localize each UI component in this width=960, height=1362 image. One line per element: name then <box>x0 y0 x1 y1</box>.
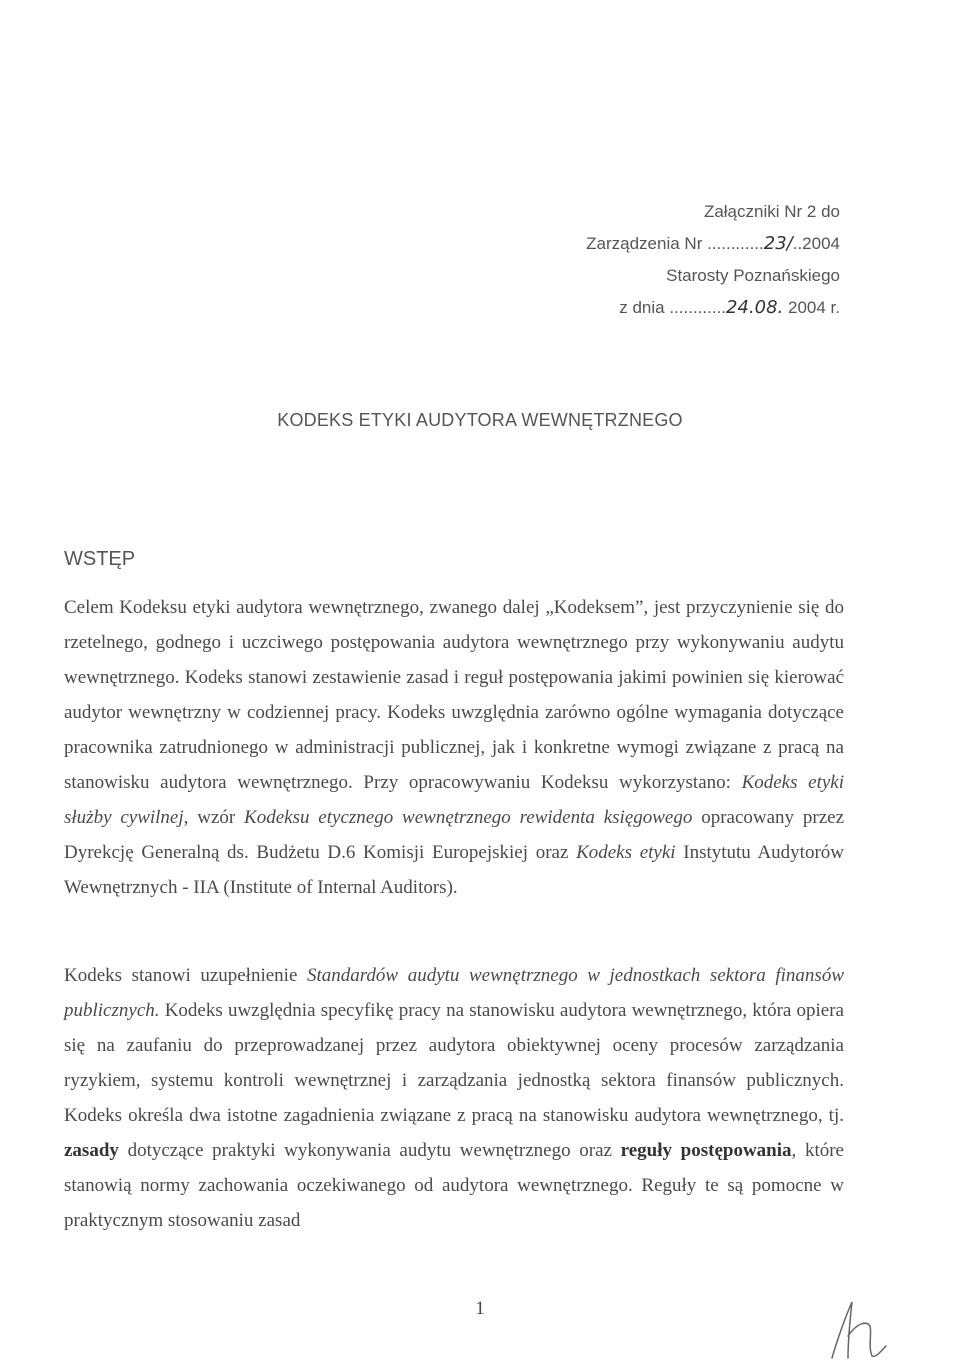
para1-text-4: Instytutu Audytorów Wewnętrznych - IIA (Institute of Internal Auditors). <box>64 842 844 898</box>
para2-text-4: , które stanowią normy zachowania oczekiwanego od audytora wewnętrznego. Reguły te są pomocne w praktycznym stosowaniu zasad <box>64 1140 844 1231</box>
para2-bold-reguly: reguły postępowania <box>620 1140 792 1161</box>
header-order-suffix: ..2004 <box>792 234 840 253</box>
paragraph-intro <box>64 590 844 905</box>
header-line-attachment: Załączniki Nr 2 do <box>703 202 840 221</box>
handwritten-order-number: 23/ <box>763 233 793 254</box>
header-line-date <box>586 292 840 324</box>
para1-text-1: Celem Kodeksu etyki audytora wewnętrznego, zwanego dalej „Kodeksem”, jest przyczynienie się do rzetelnego, godnego i uczciwego postępowania audytora wewnętrznego przy wykonywaniu audytu wewnętrznego. Kodeks stanowi zestawienie zasad i reguł postępowania jakimi powinien się kierować audytor wewnętrzny w codziennej pracy. Kodeks uwzględnia zarówno ogólne wymagania dotyczące pracownika zatrudnionego w administracji publicznej, jak i konkretne wymogi związane z pracą na stanowisku audytora wewnętrznego. Przy opracowywaniu Kodeksu wykorzystano: <box>64 597 844 793</box>
para1-text-3: opracowany przez Dyrekcję Generalną ds. Budżetu D.6 Komisji Europejskiej oraz <box>64 807 844 863</box>
document-title: KODEKS ETYKI AUDYTORA WEWNĘTRZNEGO <box>277 410 683 430</box>
attachment-header <box>586 196 840 324</box>
header-date-suffix: 2004 r. <box>783 298 840 317</box>
para1-italic-2: Kodeksu etycznego wewnętrznego rewidenta księgowego <box>244 807 693 828</box>
header-order-prefix: Zarządzenia Nr ............ <box>586 234 764 253</box>
handwritten-date: 24.08. <box>726 297 784 318</box>
para2-text-1: Kodeks stanowi uzupełnienie <box>64 965 307 986</box>
para2-italic-1: Standardów audytu wewnętrznego w jednostkach sektora finansów publicznych. <box>64 965 844 1021</box>
para1-italic-1: Kodeks etyki służby cywilnej <box>64 772 845 828</box>
header-line-order <box>586 228 840 260</box>
paragraph-supplement <box>64 958 844 1238</box>
para2-text-2: Kodeks uwzględnia specyfikę pracy na stanowisku audytora wewnętrznego, która opiera się na zaufaniu do przeprowadzanej przez audytora obiektywnej oceny procesów zarządzania ryzykiem, systemu kontroli wewnętrznej i zarządzania jednostką sektora finansów publicznych. Kodeks określa dwa istotne zagadnienia związane z pracą na stanowisku audytora wewnętrznego, tj. <box>64 1000 844 1126</box>
para1-italic-3: Kodeks etyki <box>576 842 676 863</box>
para1-text-2: , wzór <box>183 807 245 828</box>
para2-text-3: dotyczące praktyki wykonywania audytu wewnętrznego oraz <box>118 1140 621 1161</box>
para2-bold-zasady: zasady <box>64 1140 119 1161</box>
header-line-starosta: Starosty Poznańskiego <box>666 266 840 285</box>
page-number: 1 <box>475 1298 485 1319</box>
header-date-prefix: z dnia ............ <box>619 298 727 317</box>
handwritten-initials-signature <box>822 1296 892 1362</box>
section-heading-wstep: WSTĘP <box>64 548 136 570</box>
